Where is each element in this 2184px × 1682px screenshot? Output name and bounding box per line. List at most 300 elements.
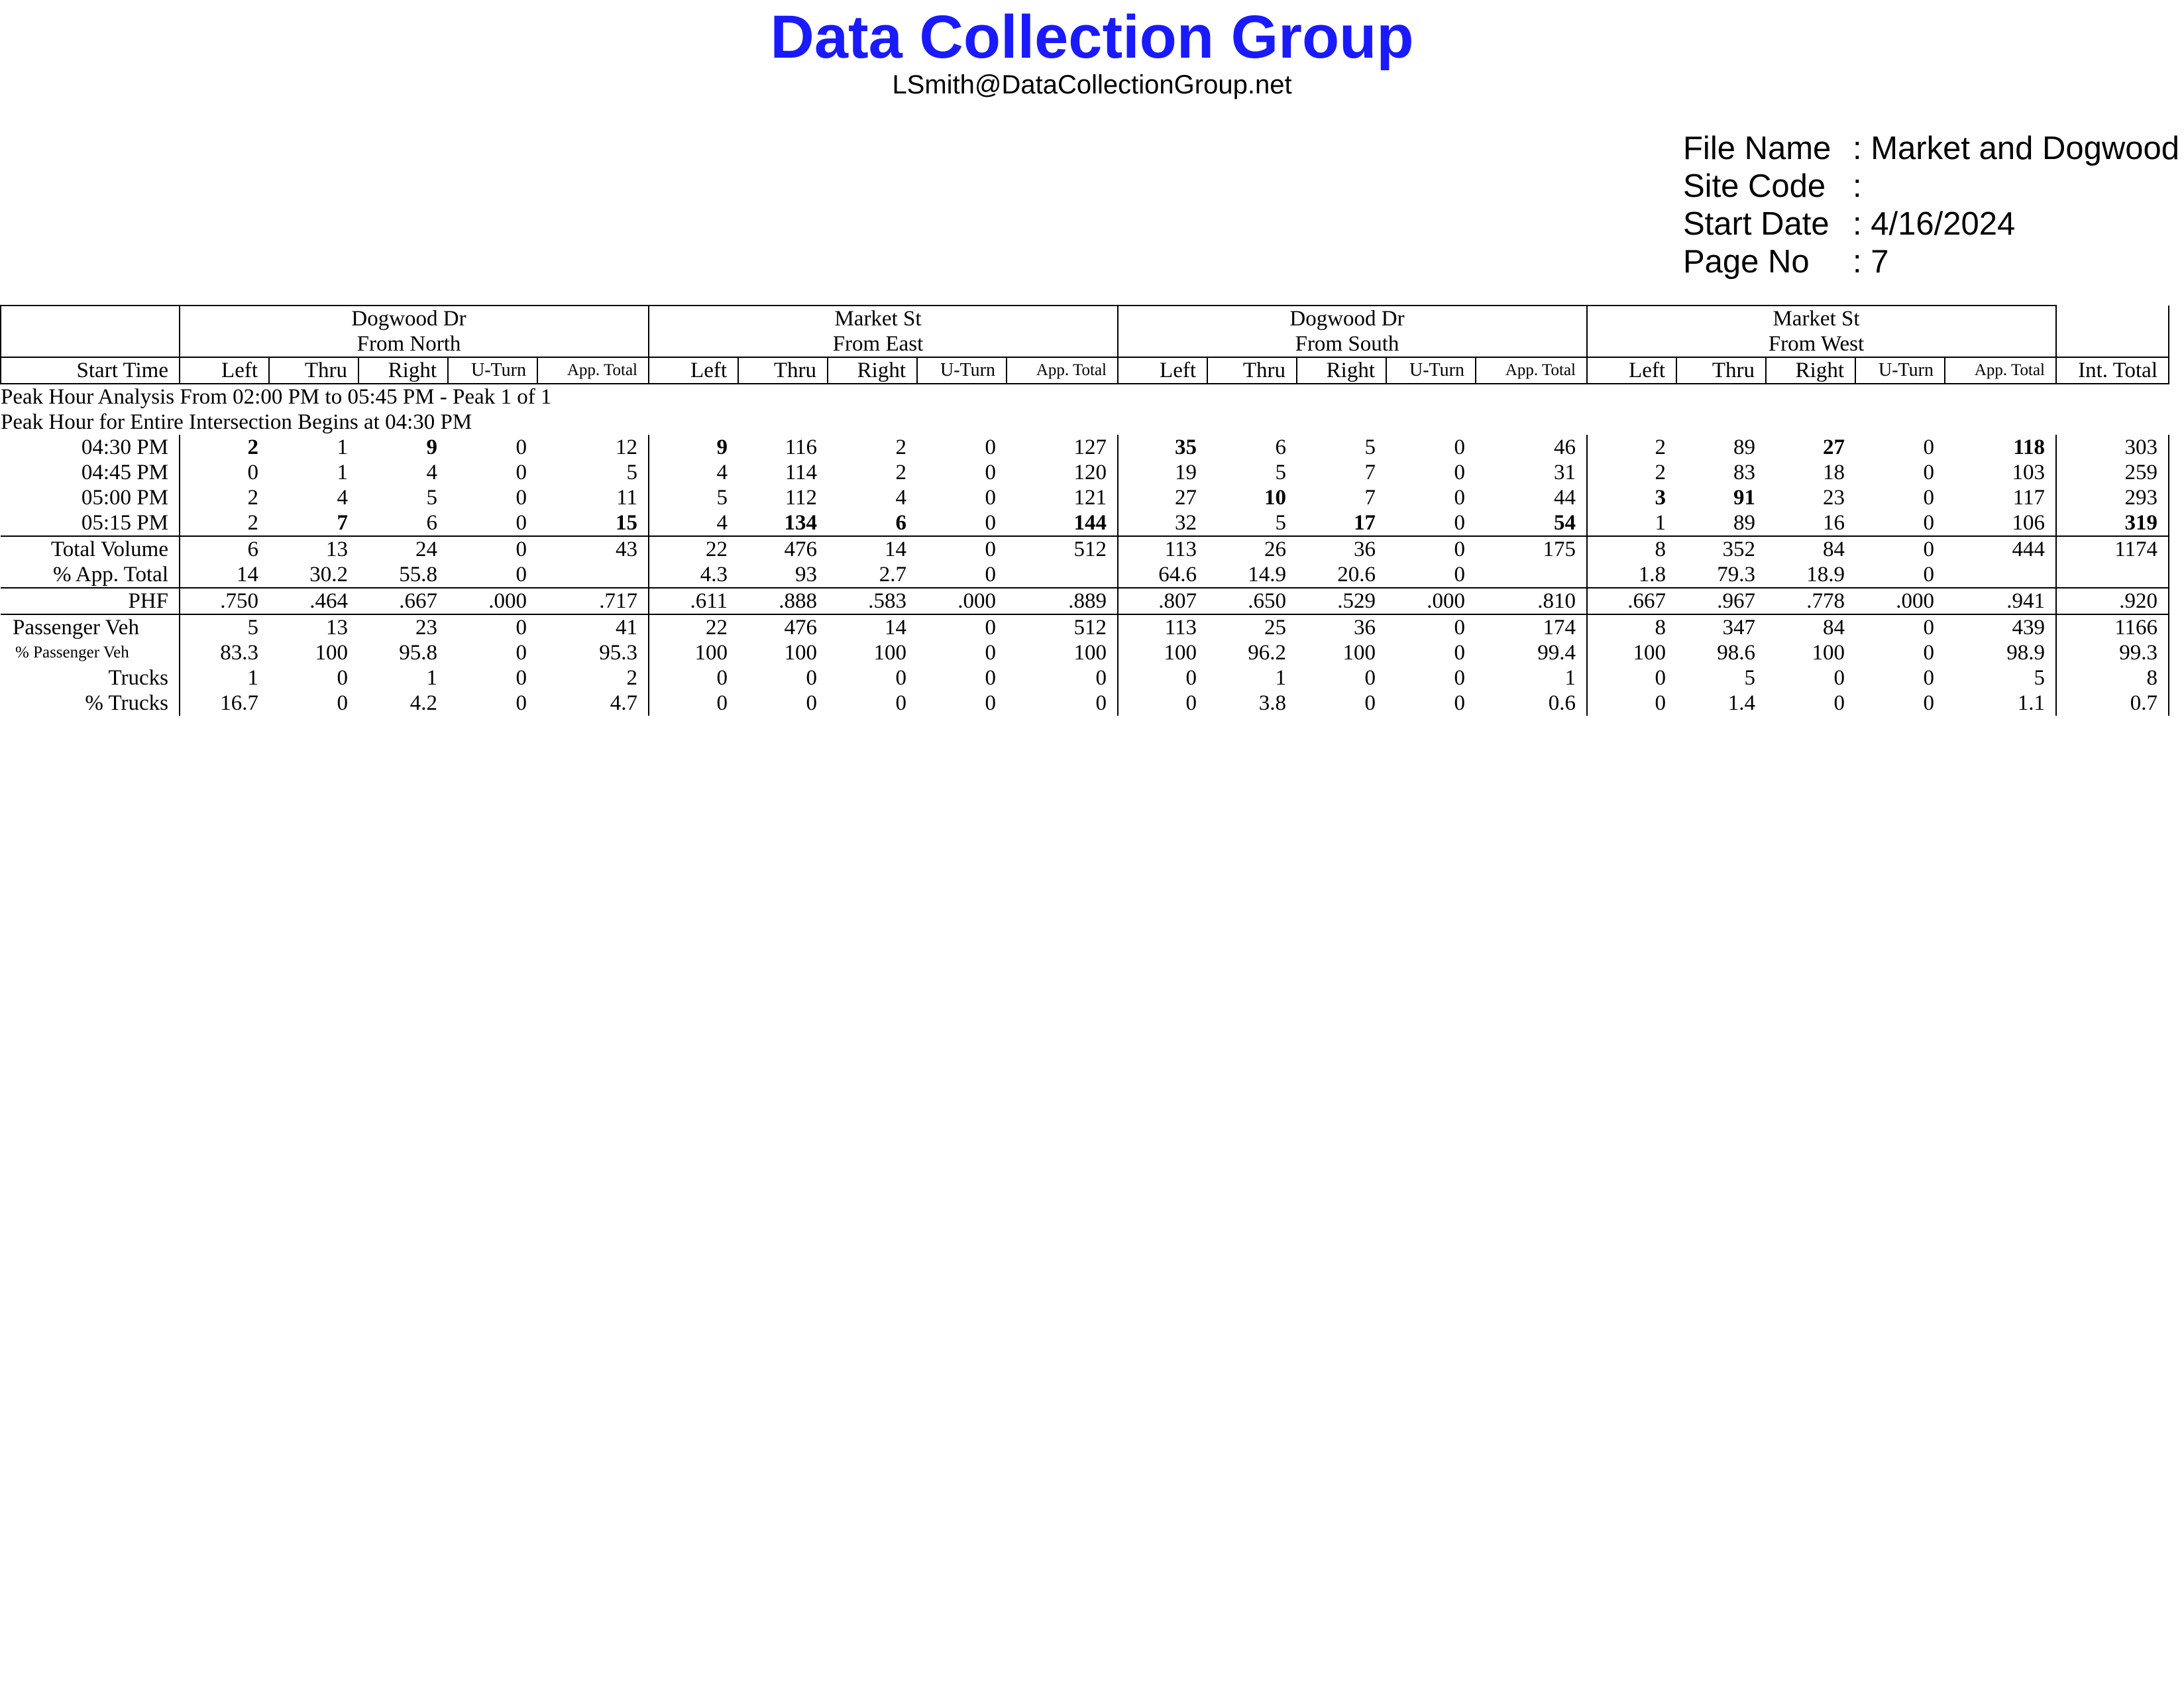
table-cell: 14 xyxy=(828,614,917,640)
table-cell: 0 xyxy=(1923,511,1934,535)
table-cell: 24 xyxy=(358,536,448,562)
table-cell: 5 xyxy=(426,486,437,510)
total-volume-row-label: Total Volume xyxy=(1,536,180,562)
table-cell: 0 xyxy=(806,666,817,690)
interval-row xyxy=(1,460,2169,485)
table-cell: 1 xyxy=(1564,666,1576,690)
approach-direction-row xyxy=(1,331,2169,357)
table-cell: 100 xyxy=(649,640,738,665)
table-cell: 4.7 xyxy=(610,691,637,715)
approach-direction-0: From North xyxy=(180,331,649,357)
table-cell: 4 xyxy=(895,486,906,510)
table-cell: 23 xyxy=(358,614,448,640)
table-cell: 0 xyxy=(1454,691,1465,715)
table-cell: 6 xyxy=(180,536,269,562)
table-cell: 0 xyxy=(337,691,348,715)
table-cell: 0 xyxy=(985,691,996,715)
table-cell: 117 xyxy=(2012,486,2045,510)
turning-movement-report xyxy=(0,305,2184,716)
table-cell: 13 xyxy=(269,614,358,640)
table-cell: .807 xyxy=(1118,588,1207,614)
app-total-pct-row xyxy=(1,562,2169,588)
table-cell: 5 xyxy=(1275,511,1286,535)
start-date-row xyxy=(1683,205,2184,243)
table-cell: .967 xyxy=(1676,588,1766,614)
note-peak_begins: Peak Hour for Entire Intersection Begins at 04:30 PM xyxy=(1,410,472,434)
phf-row xyxy=(1,588,2169,614)
table-cell: 4 xyxy=(649,460,738,485)
table-cell: 18 xyxy=(1823,461,1845,484)
turning-movement-table xyxy=(0,305,2169,716)
table-cell: 0 xyxy=(1386,614,1476,640)
column-header-row xyxy=(1,357,2169,384)
start-date-value: : 4/16/2024 xyxy=(1853,206,2016,242)
table-cell: 26 xyxy=(1207,536,1297,562)
corner-cell xyxy=(1,331,180,357)
trucks-row xyxy=(1,665,2169,691)
table-cell: 1166 xyxy=(2056,614,2169,640)
table-cell: 2 xyxy=(1587,460,1676,485)
table-cell: 7 xyxy=(337,511,348,535)
table-cell: 14 xyxy=(180,562,269,588)
passenger-veh-pct-row-label: % Passenger Veh xyxy=(15,644,129,661)
table-cell: 106 xyxy=(2012,511,2045,535)
table-cell: 100 xyxy=(1118,640,1207,665)
table-cell: 22 xyxy=(649,536,738,562)
table-cell: 0 xyxy=(1454,511,1465,535)
table-cell: 8 xyxy=(1587,614,1676,640)
table-cell xyxy=(1476,562,1587,588)
table-cell: .778 xyxy=(1766,588,1855,614)
table-cell: 144 xyxy=(1073,511,1107,535)
table-cell: 5 xyxy=(626,461,637,484)
passenger-veh-pct-row xyxy=(1,640,2169,665)
total-volume-row xyxy=(1,536,2169,562)
table-cell: 0 xyxy=(516,691,527,715)
table-cell: 100 xyxy=(1073,641,1107,665)
site-code-row xyxy=(1683,168,2184,205)
table-cell: 89 xyxy=(1733,511,1755,535)
table-cell: 114 xyxy=(785,461,817,484)
table-cell: .529 xyxy=(1297,588,1386,614)
table-cell: 0 xyxy=(1923,486,1934,510)
column-header-app_total: App. Total xyxy=(1945,357,2056,384)
approach-street-row xyxy=(1,306,2169,331)
table-cell: .717 xyxy=(537,588,649,614)
table-cell: 8 xyxy=(2056,665,2169,691)
table-cell: 0 xyxy=(985,563,996,587)
table-cell: 32 xyxy=(1118,510,1207,536)
table-cell: .583 xyxy=(828,588,917,614)
approach-street-3: Market St xyxy=(1587,306,2056,331)
table-cell: 1 xyxy=(1587,510,1676,536)
table-cell: 0 xyxy=(516,666,527,690)
table-cell: 55.8 xyxy=(399,563,437,587)
table-cell: 0 xyxy=(1454,563,1465,587)
company-email: LSmith@DataCollectionGroup.net xyxy=(892,70,1292,99)
table-cell: 95.8 xyxy=(399,641,437,665)
table-cell: 1 xyxy=(1275,666,1286,690)
file-name-row xyxy=(1683,130,2184,168)
table-cell: 17 xyxy=(1354,511,1376,535)
table-cell: 83.3 xyxy=(180,640,269,665)
table-cell: 2 xyxy=(1587,435,1676,460)
table-cell: 89 xyxy=(1733,435,1755,459)
int-total-spacer xyxy=(2056,331,2169,357)
table-cell: 99.4 xyxy=(1537,641,1576,665)
table-cell: 352 xyxy=(1676,536,1766,562)
column-header-right: Right xyxy=(828,357,917,384)
table-cell xyxy=(1945,562,2056,588)
interval-row xyxy=(1,435,2169,460)
table-cell: 22 xyxy=(649,614,738,640)
table-cell: 0 xyxy=(1855,536,1945,562)
passenger-veh-row xyxy=(1,614,2169,640)
column-header-app_total: App. Total xyxy=(1007,357,1118,384)
table-cell: .000 xyxy=(1855,588,1945,614)
column-header-uturn: U-Turn xyxy=(917,357,1007,384)
column-header-thru: Thru xyxy=(738,357,828,384)
table-cell: 118 xyxy=(2013,435,2045,459)
table-cell: 84 xyxy=(1766,536,1855,562)
table-cell: 476 xyxy=(738,536,828,562)
table-cell: 439 xyxy=(1945,614,2056,640)
table-cell: 0 xyxy=(985,435,996,459)
table-cell: 113 xyxy=(1118,614,1207,640)
table-cell: 2 xyxy=(180,485,269,510)
table-cell xyxy=(2056,562,2169,588)
note-row xyxy=(1,384,2169,410)
table-cell: 2 xyxy=(180,510,269,536)
company-title: Data Collection Group xyxy=(770,3,1414,71)
table-cell: 54 xyxy=(1554,511,1576,535)
file-name-value: : Market and Dogwood xyxy=(1853,131,2179,166)
table-cell: 175 xyxy=(1476,536,1587,562)
table-cell: 0 xyxy=(1923,461,1934,484)
table-cell: 5 xyxy=(1364,435,1376,459)
report-meta xyxy=(1683,130,2184,281)
table-cell: 30.2 xyxy=(309,563,348,587)
table-cell: 0 xyxy=(917,536,1007,562)
trucks-pct-row xyxy=(1,691,2169,716)
table-cell: 43 xyxy=(537,536,649,562)
table-cell: 46 xyxy=(1554,435,1576,459)
table-cell: 0 xyxy=(516,486,527,510)
table-cell: 127 xyxy=(1073,435,1107,459)
trucks-pct-row-label: % Trucks xyxy=(85,691,168,715)
table-cell: 1 xyxy=(337,461,348,484)
table-cell: 99.3 xyxy=(2056,640,2169,665)
table-cell: 95.3 xyxy=(599,641,637,665)
column-header-right: Right xyxy=(1766,357,1855,384)
table-cell: 0.7 xyxy=(2056,691,2169,716)
table-cell: 8 xyxy=(1587,536,1676,562)
table-cell: 303 xyxy=(2056,435,2169,460)
table-cell: 19 xyxy=(1118,460,1207,485)
table-cell: 91 xyxy=(1733,486,1755,510)
table-cell: 0 xyxy=(1095,691,1107,715)
site-code-label: Site Code xyxy=(1683,168,1826,204)
table-cell: 100 xyxy=(315,641,348,665)
table-cell: 0.6 xyxy=(1548,691,1576,715)
page-no-row xyxy=(1683,243,2184,281)
table-cell: 0 xyxy=(806,691,817,715)
table-cell: 0 xyxy=(180,460,269,485)
table-cell: 0 xyxy=(985,486,996,510)
column-header-app_total: App. Total xyxy=(537,357,649,384)
approach-direction-1: From East xyxy=(649,331,1118,357)
column-header-right: Right xyxy=(358,357,448,384)
table-cell: 259 xyxy=(2056,460,2169,485)
column-header-uturn: U-Turn xyxy=(1855,357,1945,384)
phf-row-label: PHF xyxy=(1,588,180,614)
table-cell: 512 xyxy=(1007,536,1118,562)
approach-direction-2: From South xyxy=(1118,331,1587,357)
table-cell: 41 xyxy=(537,614,649,640)
table-cell: 0 xyxy=(1923,435,1934,459)
approach-street-1: Market St xyxy=(649,306,1118,331)
table-cell: .464 xyxy=(269,588,358,614)
table-cell: 0 xyxy=(516,563,527,587)
table-cell: 3.8 xyxy=(1258,691,1286,715)
table-cell: 0 xyxy=(895,691,906,715)
table-cell: .920 xyxy=(2056,588,2169,614)
table-cell: 9 xyxy=(649,435,738,460)
table-cell: 0 xyxy=(1454,641,1465,665)
table-cell: 6 xyxy=(1275,435,1286,459)
table-cell: 7 xyxy=(1364,461,1376,484)
interval-row xyxy=(1,485,2169,510)
interval-row-label: 05:00 PM xyxy=(81,486,168,510)
table-cell: 98.6 xyxy=(1717,641,1755,665)
table-cell: 0 xyxy=(1118,665,1207,691)
table-cell: .650 xyxy=(1207,588,1297,614)
table-cell: 0 xyxy=(1364,691,1376,715)
interval-row-label: 04:30 PM xyxy=(81,435,168,459)
table-cell: 35 xyxy=(1118,435,1207,460)
approach-street-2: Dogwood Dr xyxy=(1118,306,1587,331)
table-cell: 1 xyxy=(426,666,437,690)
table-cell: .667 xyxy=(1587,588,1676,614)
column-header-app_total: App. Total xyxy=(1476,357,1587,384)
table-cell: 0 xyxy=(985,666,996,690)
table-cell: 113 xyxy=(1118,536,1207,562)
table-cell: 14 xyxy=(828,536,917,562)
table-cell: 0 xyxy=(649,691,738,716)
table-cell: 116 xyxy=(785,435,817,459)
table-cell: 0 xyxy=(1454,486,1465,510)
table-cell: 16 xyxy=(1823,511,1845,535)
table-cell: 4 xyxy=(337,486,348,510)
table-cell: 98.9 xyxy=(2006,641,2045,665)
trucks-row-label: Trucks xyxy=(108,666,168,690)
table-cell: 64.6 xyxy=(1118,562,1207,588)
app-total-pct-row-label: % App. Total xyxy=(53,563,168,587)
table-cell: 0 xyxy=(1454,461,1465,484)
table-cell: 103 xyxy=(2012,461,2045,484)
table-cell: 0 xyxy=(1587,665,1676,691)
table-cell: 13 xyxy=(269,536,358,562)
table-cell: 2 xyxy=(895,461,906,484)
table-cell: 5 xyxy=(1275,461,1286,484)
table-cell: 9 xyxy=(426,435,437,459)
note-row xyxy=(1,410,2169,435)
table-cell: 100 xyxy=(873,641,906,665)
table-cell: 1174 xyxy=(2056,536,2169,562)
table-cell: 6 xyxy=(426,511,437,535)
table-cell: 0 xyxy=(448,614,537,640)
table-cell: 1.1 xyxy=(2017,691,2045,715)
column-header-uturn: U-Turn xyxy=(448,357,537,384)
table-cell: 476 xyxy=(738,614,828,640)
table-cell: 4.2 xyxy=(410,691,437,715)
table-cell: 174 xyxy=(1476,614,1587,640)
table-cell: 10 xyxy=(1264,486,1286,510)
table-cell: 11 xyxy=(616,486,637,510)
table-cell: 0 xyxy=(1833,666,1845,690)
table-cell: 36 xyxy=(1297,536,1386,562)
table-cell: 18.9 xyxy=(1806,563,1845,587)
table-cell: .888 xyxy=(738,588,828,614)
table-cell: 0 xyxy=(985,511,996,535)
table-cell: 2.7 xyxy=(879,563,906,587)
table-cell: 3 xyxy=(1587,485,1676,510)
table-cell: 4.3 xyxy=(649,562,738,588)
table-cell: 79.3 xyxy=(1717,563,1755,587)
site-code-value: : xyxy=(1853,168,1862,204)
table-cell: 15 xyxy=(616,511,637,535)
table-cell: 0 xyxy=(337,666,348,690)
table-cell: 0 xyxy=(1923,641,1934,665)
note-analysis: Peak Hour Analysis From 02:00 PM to 05:45 PM - Peak 1 of 1 xyxy=(1,385,552,409)
table-cell: 4 xyxy=(426,461,437,484)
table-cell: 0 xyxy=(1923,666,1934,690)
table-cell: 5 xyxy=(1744,666,1755,690)
table-cell: 2 xyxy=(895,435,906,459)
table-cell: 5 xyxy=(180,614,269,640)
table-cell: 121 xyxy=(1073,486,1107,510)
table-cell: 512 xyxy=(1007,614,1118,640)
int-total-header: Int. Total xyxy=(2056,357,2169,384)
table-cell: 0 xyxy=(1454,666,1465,690)
table-cell: 2 xyxy=(626,666,637,690)
table-cell: 1.8 xyxy=(1587,562,1676,588)
table-cell: 0 xyxy=(1833,691,1845,715)
table-cell: 0 xyxy=(1587,691,1676,716)
column-header-left: Left xyxy=(649,357,738,384)
table-cell: 20.6 xyxy=(1337,563,1376,587)
table-cell: 2 xyxy=(180,435,269,460)
start-time-header: Start Time xyxy=(1,357,180,384)
page-no-label: Page No xyxy=(1683,244,1810,280)
column-header-uturn: U-Turn xyxy=(1386,357,1476,384)
table-cell: 120 xyxy=(1073,461,1107,484)
corner-cell xyxy=(1,306,180,331)
start-date-label: Start Date xyxy=(1683,206,1829,242)
table-cell: 44 xyxy=(1554,486,1576,510)
table-cell: 0 xyxy=(985,641,996,665)
table-cell: 23 xyxy=(1823,486,1845,510)
table-cell: 100 xyxy=(1812,641,1845,665)
table-cell: 16.7 xyxy=(180,691,269,716)
table-cell: .611 xyxy=(649,588,738,614)
table-cell: .810 xyxy=(1476,588,1587,614)
table-cell: .750 xyxy=(180,588,269,614)
table-cell: .000 xyxy=(917,588,1007,614)
table-cell: 14.9 xyxy=(1248,563,1286,587)
interval-row-label: 05:15 PM xyxy=(81,511,168,535)
table-cell: 0 xyxy=(649,665,738,691)
table-cell: 0 xyxy=(1364,666,1376,690)
approach-street-0: Dogwood Dr xyxy=(180,306,649,331)
page-no-value: : 7 xyxy=(1853,244,1889,280)
table-cell: 100 xyxy=(1587,640,1676,665)
table-cell: 1.4 xyxy=(1727,691,1755,715)
table-cell: 31 xyxy=(1554,461,1576,484)
table-cell: 0 xyxy=(1923,691,1934,715)
table-cell: 0 xyxy=(448,536,537,562)
table-cell: .889 xyxy=(1007,588,1118,614)
interval-row-label: 04:45 PM xyxy=(81,461,168,484)
table-cell: 100 xyxy=(784,641,817,665)
table-cell: 0 xyxy=(516,461,527,484)
table-cell: 5 xyxy=(2034,666,2045,690)
table-cell: 93 xyxy=(795,563,817,587)
table-cell: 112 xyxy=(785,486,817,510)
table-cell xyxy=(1007,562,1118,588)
table-cell: 12 xyxy=(616,435,637,459)
int-total-spacer xyxy=(2056,306,2169,331)
column-header-thru: Thru xyxy=(269,357,358,384)
table-cell: 6 xyxy=(895,511,906,535)
table-cell: .667 xyxy=(358,588,448,614)
table-cell: 134 xyxy=(784,511,817,535)
table-cell: 1 xyxy=(337,435,348,459)
file-name-label: File Name xyxy=(1683,131,1831,166)
table-cell: 293 xyxy=(2056,485,2169,510)
table-cell: 83 xyxy=(1733,461,1755,484)
column-header-thru: Thru xyxy=(1207,357,1297,384)
table-cell: 27 xyxy=(1823,435,1845,459)
column-header-left: Left xyxy=(1587,357,1676,384)
table-cell: 36 xyxy=(1297,614,1386,640)
table-cell: 0 xyxy=(516,641,527,665)
table-cell: 0 xyxy=(895,666,906,690)
table-cell: 0 xyxy=(1118,691,1207,716)
table-cell: 100 xyxy=(1342,641,1376,665)
column-header-thru: Thru xyxy=(1676,357,1766,384)
approach-direction-3: From West xyxy=(1587,331,2056,357)
passenger-veh-row-label: Passenger Veh xyxy=(1,614,180,640)
column-header-right: Right xyxy=(1297,357,1386,384)
table-cell: 1 xyxy=(180,665,269,691)
table-cell: 0 xyxy=(1855,614,1945,640)
table-cell: 7 xyxy=(1364,486,1376,510)
table-cell: 0 xyxy=(516,511,527,535)
table-cell: .000 xyxy=(448,588,537,614)
column-header-left: Left xyxy=(180,357,269,384)
interval-row xyxy=(1,510,2169,536)
table-cell: 0 xyxy=(1386,536,1476,562)
table-cell: 5 xyxy=(649,485,738,510)
table-cell: 0 xyxy=(1454,435,1465,459)
table-cell: 347 xyxy=(1676,614,1766,640)
table-cell: 25 xyxy=(1207,614,1297,640)
table-cell xyxy=(537,562,649,588)
table-cell: 0 xyxy=(516,435,527,459)
table-cell: 0 xyxy=(917,614,1007,640)
table-cell: 4 xyxy=(649,510,738,536)
